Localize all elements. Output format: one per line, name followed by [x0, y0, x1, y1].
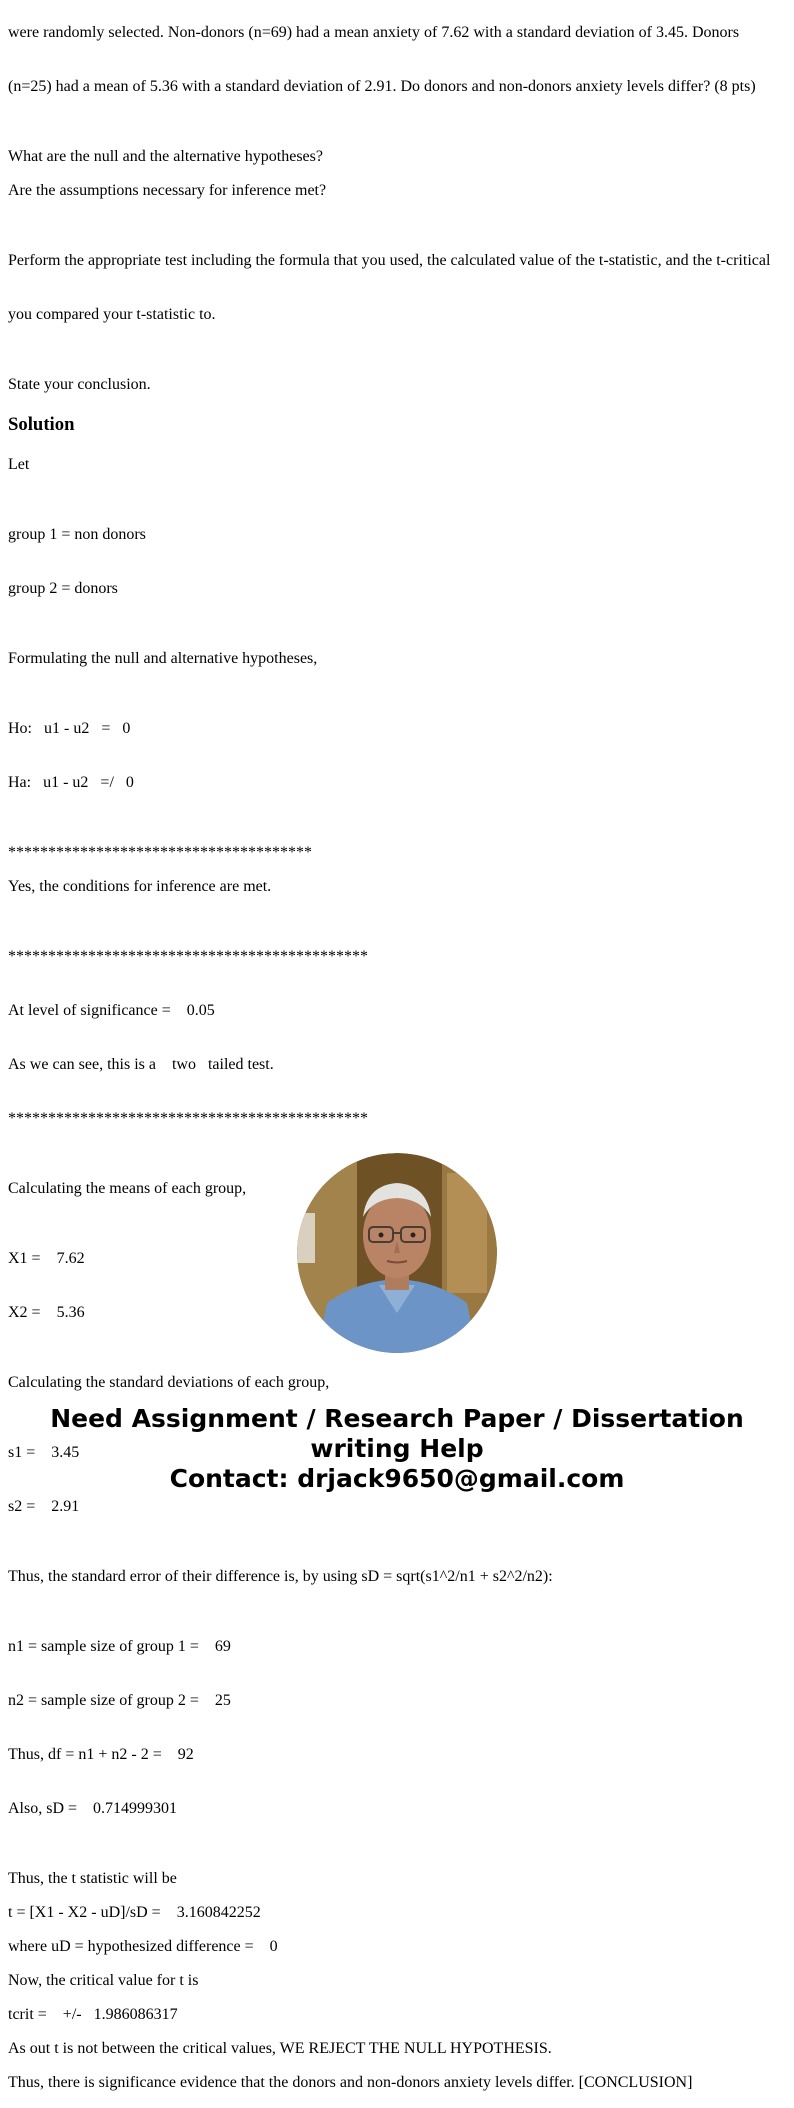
- sample-sizes: [8, 1602, 784, 1854]
- t-statistic-formula: t = [X1 - X2 - uD]/sD = 3.160842252: [8, 1904, 261, 1921]
- significance-level: At level of significance = 0.05: [8, 1002, 215, 1019]
- question-test-line: Perform the appropriate test including the formula that you used, the calculated value of the t-statistic, and the t-critical: [8, 252, 771, 269]
- document-body: [8, 0, 784, 2108]
- critical-value-intro: Now, the critical value for t is: [8, 1972, 199, 1989]
- critical-value: tcrit = +/- 1.986086317: [8, 2006, 178, 2023]
- conclusion-text: Thus, there is significance evidence that the donors and non-donors anxiety levels differ. [CONCLUSION]: [8, 2074, 693, 2091]
- question-conclusion: State your conclusion.: [8, 376, 151, 393]
- hypotheses-intro: Formulating the null and alternative hypotheses,: [8, 650, 318, 667]
- group-definitions: [8, 490, 784, 634]
- alternative-hypothesis: Ha: u1 - u2 =/ 0: [8, 774, 134, 791]
- mean-value: X2 = 5.36: [8, 1304, 85, 1321]
- promo-banner: [0, 1404, 794, 1494]
- question-test-line: you compared your t-statistic to.: [8, 306, 216, 323]
- author-portrait: [297, 1153, 497, 1353]
- question-test: [8, 216, 784, 360]
- sd-value: s2 = 2.91: [8, 1498, 80, 1515]
- hypothesized-difference: where uD = hypothesized difference = 0: [8, 1938, 278, 1955]
- decision-text: As out t is not between the critical values, WE REJECT THE NULL HYPOTHESIS.: [8, 2040, 552, 2057]
- degrees-of-freedom: Thus, df = n1 + n2 - 2 = 92: [8, 1746, 194, 1763]
- significance-block: [8, 912, 784, 1164]
- contact-email: Contact: drjack9650@gmail.com: [169, 1464, 625, 1493]
- means-intro: Calculating the means of each group,: [8, 1180, 247, 1197]
- question-hypotheses: What are the null and the alternative hypotheses?: [8, 148, 323, 165]
- group-definition: group 1 = non donors: [8, 526, 146, 543]
- author-avatar: [297, 1153, 497, 1353]
- sample-size-line: n2 = sample size of group 2 = 25: [8, 1692, 231, 1709]
- question-intro: [8, 0, 784, 132]
- t-statistic-intro: Thus, the t statistic will be: [8, 1870, 177, 1887]
- group-definition: group 2 = donors: [8, 580, 118, 597]
- null-hypothesis: Ho: u1 - u2 = 0: [8, 720, 131, 737]
- promo-line: Need Assignment / Research Paper / Dissertation: [50, 1404, 744, 1433]
- sd-intro: Calculating the standard deviations of each group,: [8, 1374, 330, 1391]
- sd-value: s1 = 3.45: [8, 1444, 80, 1461]
- mean-value: X1 = 7.62: [8, 1250, 85, 1267]
- conditions-text: Yes, the conditions for inference are met.: [8, 878, 272, 895]
- question-assumptions: Are the assumptions necessary for inference met?: [8, 182, 327, 199]
- promo-line: writing Help: [310, 1434, 484, 1463]
- separator-stars: *********************************************: [8, 948, 368, 965]
- separator-stars: **************************************: [8, 844, 312, 861]
- let-text: Let: [8, 456, 30, 473]
- standard-error-value: Also, sD = 0.714999301: [8, 1800, 178, 1817]
- standard-error-intro: Thus, the standard error of their difference is, by using sD = sqrt(s1^2/n1 + s2^2/n2):: [8, 1568, 553, 1585]
- separator-stars: *********************************************: [8, 1110, 368, 1127]
- hypotheses: [8, 684, 784, 828]
- question-intro-line: were randomly selected. Non-donors (n=69) had a mean anxiety of 7.62 with a standard deviation of 3.45. Donors: [8, 24, 740, 41]
- sample-size-line: n1 = sample size of group 1 = 69: [8, 1638, 231, 1655]
- solution-heading: Solution: [8, 414, 75, 435]
- question-intro-line: (n=25) had a mean of 5.36 with a standard deviation of 2.91. Do donors and non-donors anxiety levels differ? (8 pts): [8, 78, 756, 95]
- tail-type: As we can see, this is a two tailed test.: [8, 1056, 274, 1073]
